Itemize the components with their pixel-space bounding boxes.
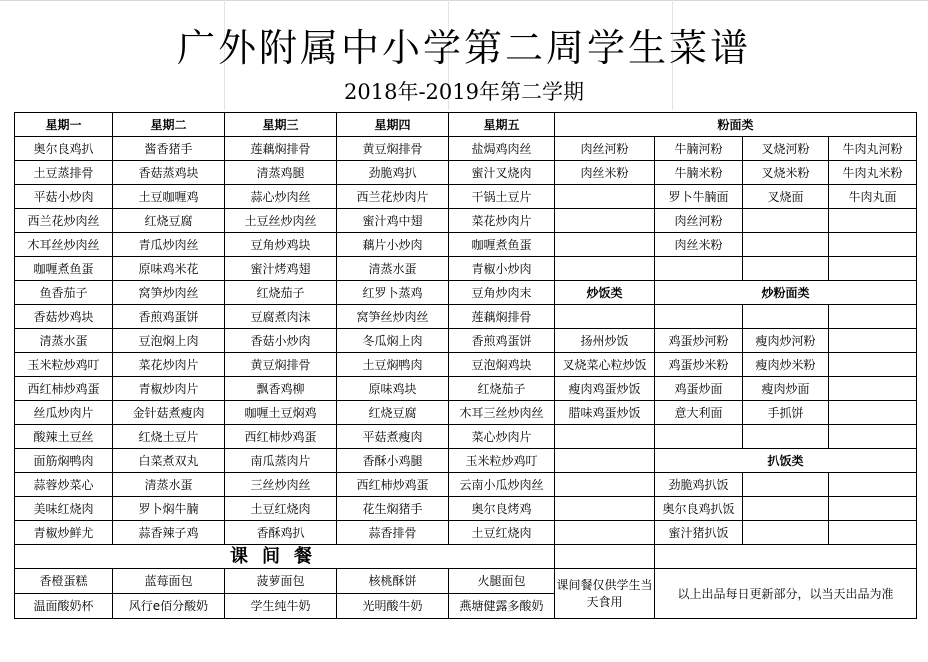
noodle-cell [555,209,655,233]
menu-row [15,521,917,545]
noodle-cell [829,209,917,233]
dish-cell: 黄豆焖排骨 [225,353,337,377]
dish-cell: 豆泡焖鸡块 [449,353,555,377]
fried-cell [743,425,829,449]
fried-noodle-header: 炒粉面类 [655,281,917,305]
header-row [15,113,917,137]
weekday-header: 星期四 [337,113,449,137]
snack-item: 燕塘健露多酸奶 [449,594,555,619]
dish-cell: 香酥小鸡腿 [337,449,449,473]
fried-cell: 意大利面 [655,401,743,425]
fried-cell: 鸡蛋炒河粉 [655,329,743,353]
dish-cell: 咖喱煮鱼蛋 [449,233,555,257]
dish-cell: 红烧豆腐 [113,209,225,233]
pan-rice-cell [829,497,917,521]
dish-cell: 黄豆焖排骨 [337,137,449,161]
weekday-header: 星期五 [449,113,555,137]
page-subtitle: 2018年-2019年第二学期 [344,80,584,104]
fried-cell [829,377,917,401]
dish-cell: 平菇小炒肉 [15,185,113,209]
snack-item: 光明酸牛奶 [337,594,449,619]
menu-row [15,161,917,185]
dish-cell: 土豆蒸排骨 [15,161,113,185]
dish-cell: 香菇小炒肉 [225,329,337,353]
dish-cell: 藕片小炒肉 [337,233,449,257]
noodle-cell: 肉丝河粉 [555,137,655,161]
dish-cell: 三丝炒肉丝 [225,473,337,497]
pan-rice-cell: 劲脆鸡扒饭 [655,473,743,497]
dish-cell: 土豆红烧肉 [449,521,555,545]
snack-title-row [15,545,917,569]
fried-cell: 瘦肉鸡蛋炒饭 [555,377,655,401]
weekday-header: 星期三 [225,113,337,137]
dish-cell: 豆角炒肉末 [449,281,555,305]
dish-cell: 香煎鸡蛋饼 [449,329,555,353]
dish-cell: 蜜汁叉烧肉 [449,161,555,185]
dish-cell: 飘香鸡柳 [225,377,337,401]
pan-rice-cell [555,497,655,521]
snack-title: 课间餐 [15,545,555,569]
snack-item: 香橙蛋糕 [15,569,113,594]
fried-cell: 鸡蛋炒米粉 [655,353,743,377]
noodle-cell [655,257,743,281]
dish-cell: 蒜香辣子鸡 [113,521,225,545]
noodle-cell [743,233,829,257]
pan-rice-cell [555,473,655,497]
fried-cell [829,401,917,425]
dish-cell: 香菇蒸鸡块 [113,161,225,185]
dish-cell: 清蒸水蛋 [15,329,113,353]
noodle-cell: 叉烧米粉 [743,161,829,185]
fried-rice-header: 炒饭类 [555,281,655,305]
dish-cell: 土豆红烧肉 [225,497,337,521]
dish-cell: 白菜煮双丸 [113,449,225,473]
pan-rice-cell [743,497,829,521]
menu-row [15,137,917,161]
page-title: 广外附属中小学第二周学生菜谱 [176,26,751,70]
dish-cell: 酸辣土豆丝 [15,425,113,449]
dish-cell: 香菇炒鸡块 [15,305,113,329]
dish-cell: 盐焗鸡肉丝 [449,137,555,161]
noodle-cell: 叉烧面 [743,185,829,209]
dish-cell: 原味鸡米花 [113,257,225,281]
dish-cell: 咖喱煮鱼蛋 [15,257,113,281]
pan-rice-cell [829,473,917,497]
pan-rice-cell: 奥尔良鸡扒饭 [655,497,743,521]
menu-row [15,425,917,449]
snack-note: 课间餐仅供学生当天食用 [555,569,655,619]
dish-cell: 酱香猪手 [113,137,225,161]
menu-row [15,305,917,329]
fried-cell: 瘦肉炒米粉 [743,353,829,377]
pan-rice-header: 扒饭类 [655,449,917,473]
dish-cell: 菜心炒肉片 [449,425,555,449]
fried-cell: 叉烧菜心粒炒饭 [555,353,655,377]
dish-cell: 红烧茄子 [449,377,555,401]
dish-cell: 红罗卜蒸鸡 [337,281,449,305]
fried-cell: 腊味鸡蛋炒饭 [555,401,655,425]
snack-item: 菠萝面包 [225,569,337,594]
menu-row [15,401,917,425]
pan-rice-cell: 蜜汁猪扒饭 [655,521,743,545]
fried-cell: 手抓饼 [743,401,829,425]
noodle-cell: 牛腩米粉 [655,161,743,185]
dish-cell: 红烧豆腐 [337,401,449,425]
dish-cell: 玉米粒炒鸡叮 [15,353,113,377]
dish-cell: 丝瓜炒肉片 [15,401,113,425]
noodle-header: 粉面类 [555,113,917,137]
menu-row [15,353,917,377]
menu-cell [555,449,655,473]
fried-cell: 瘦肉炒面 [743,377,829,401]
weekday-header: 星期二 [113,113,225,137]
noodle-cell: 牛肉丸河粉 [829,137,917,161]
dish-cell: 蒜蓉炒菜心 [15,473,113,497]
noodle-cell [829,257,917,281]
dish-cell: 木耳三丝炒肉丝 [449,401,555,425]
noodle-cell [555,257,655,281]
snack-item: 蓝莓面包 [113,569,225,594]
dish-cell: 劲脆鸡扒 [337,161,449,185]
dish-cell: 清蒸水蛋 [113,473,225,497]
pan-rice-cell [555,521,655,545]
dish-cell: 西红柿炒鸡蛋 [15,377,113,401]
dish-cell: 蒜香排骨 [337,521,449,545]
noodle-cell [555,185,655,209]
dish-cell: 青椒炒鲜尤 [15,521,113,545]
snack-item: 核桃酥饼 [337,569,449,594]
dish-cell: 美味红烧肉 [15,497,113,521]
sheet-top-border [0,0,928,1]
dish-cell: 青椒炒肉片 [113,377,225,401]
dish-cell: 玉米粒炒鸡叮 [449,449,555,473]
dish-cell: 清蒸水蛋 [337,257,449,281]
dish-cell: 西红柿炒鸡蛋 [225,425,337,449]
noodle-cell: 牛肉丸米粉 [829,161,917,185]
dish-cell: 咖喱土豆焖鸡 [225,401,337,425]
dish-cell: 红烧土豆片 [113,425,225,449]
dish-cell: 香酥鸡扒 [225,521,337,545]
dish-cell: 蒜心炒肉丝 [225,185,337,209]
pan-rice-cell [743,521,829,545]
noodle-cell: 牛肉丸面 [829,185,917,209]
fried-cell: 鸡蛋炒面 [655,377,743,401]
dish-cell: 豆腐煮肉沫 [225,305,337,329]
fried-cell: 扬州炒饭 [555,329,655,353]
menu-cell [655,545,917,569]
menu-row [15,281,917,305]
dish-cell: 蜜汁鸡中翅 [337,209,449,233]
menu-row [15,329,917,353]
dish-cell: 云南小瓜炒肉丝 [449,473,555,497]
noodle-cell: 牛腩河粉 [655,137,743,161]
fried-cell [829,425,917,449]
dish-cell: 红烧茄子 [225,281,337,305]
menu-row [15,497,917,521]
noodle-cell: 肉丝河粉 [655,209,743,233]
noodle-cell [743,257,829,281]
menu-row [15,377,917,401]
menu-cell [829,305,917,329]
dish-cell: 菜花炒肉片 [449,209,555,233]
noodle-cell [743,209,829,233]
noodle-cell: 肉丝米粉 [655,233,743,257]
menu-cell [743,305,829,329]
menu-cell [555,545,655,569]
dish-cell: 土豆焖鸭肉 [337,353,449,377]
dish-cell: 土豆咖喱鸡 [113,185,225,209]
menu-cell [555,305,655,329]
dish-cell: 青椒小炒肉 [449,257,555,281]
dish-cell: 西红柿炒鸡蛋 [337,473,449,497]
fried-cell [829,329,917,353]
noodle-cell: 罗卜牛腩面 [655,185,743,209]
menu-row [15,233,917,257]
dish-cell: 菜花炒肉片 [113,353,225,377]
dish-cell: 窝笋丝炒肉丝 [337,305,449,329]
dish-cell: 香煎鸡蛋饼 [113,305,225,329]
dish-cell: 豆角炒鸡块 [225,233,337,257]
dish-cell: 奥尔良烤鸡 [449,497,555,521]
dish-cell: 奥尔良鸡扒 [15,137,113,161]
fried-cell [655,425,743,449]
snack-item: 学生纯牛奶 [225,594,337,619]
dish-cell: 花生焖猪手 [337,497,449,521]
dish-cell: 莲藕焖排骨 [225,137,337,161]
dish-cell: 豆泡焖上肉 [113,329,225,353]
menu-row [15,449,917,473]
menu-table [14,112,917,619]
dish-cell: 青瓜炒肉丝 [113,233,225,257]
dish-cell: 窝笋炒肉丝 [113,281,225,305]
snack-item: 温面酸奶杯 [15,594,113,619]
noodle-cell [555,233,655,257]
dish-cell: 莲藕焖排骨 [449,305,555,329]
dish-cell: 西兰花炒肉片 [337,185,449,209]
menu-row [15,257,917,281]
dish-cell: 土豆丝炒肉丝 [225,209,337,233]
snack-item: 风行e佰分酸奶 [113,594,225,619]
noodle-cell: 肉丝米粉 [555,161,655,185]
dish-cell: 木耳丝炒肉丝 [15,233,113,257]
noodle-cell: 叉烧河粉 [743,137,829,161]
dish-cell: 平菇煮瘦肉 [337,425,449,449]
fried-cell [555,425,655,449]
weekday-header: 星期一 [15,113,113,137]
dish-cell: 西兰花炒肉丝 [15,209,113,233]
menu-row [15,473,917,497]
noodle-cell [829,233,917,257]
dish-cell: 金针菇煮瘦肉 [113,401,225,425]
snack-row [15,569,917,594]
snack-item: 火腿面包 [449,569,555,594]
fried-cell [829,353,917,377]
menu-row [15,209,917,233]
menu-row [15,185,917,209]
dish-cell: 南瓜蒸肉片 [225,449,337,473]
dish-cell: 蜜汁烤鸡翅 [225,257,337,281]
fried-cell: 瘦肉炒河粉 [743,329,829,353]
update-note: 以上出品每日更新部分，以当天出品为准 [655,569,917,619]
dish-cell: 原味鸡块 [337,377,449,401]
pan-rice-cell [829,521,917,545]
dish-cell: 清蒸鸡腿 [225,161,337,185]
dish-cell: 干锅土豆片 [449,185,555,209]
dish-cell: 鱼香茄子 [15,281,113,305]
pan-rice-cell [743,473,829,497]
dish-cell: 面筋焖鸭肉 [15,449,113,473]
menu-cell [655,305,743,329]
dish-cell: 罗卜焖牛腩 [113,497,225,521]
dish-cell: 冬瓜焖上肉 [337,329,449,353]
